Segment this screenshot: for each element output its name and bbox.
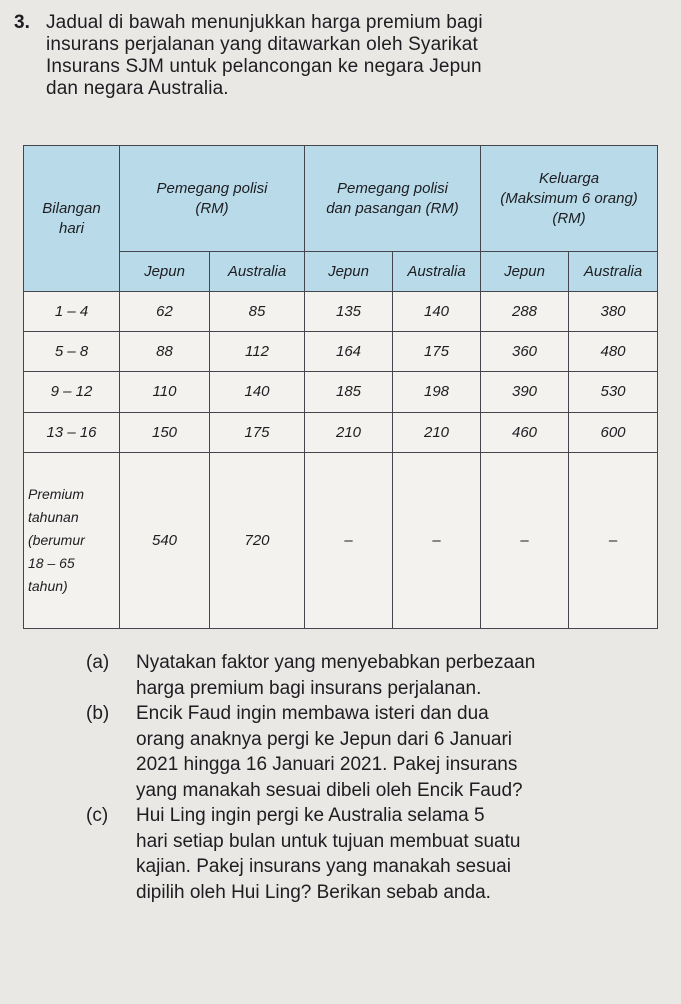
table-cell: –: [305, 452, 393, 628]
table-cell: 198: [393, 372, 481, 412]
table-cell: 210: [393, 412, 481, 452]
subheader-japan: Jepun: [120, 252, 210, 292]
subheader-japan: Jepun: [305, 252, 393, 292]
intro-line: insurans perjalanan yang ditawarkan oleh Syarikat: [46, 34, 478, 55]
table-cell: 150: [120, 412, 210, 452]
table-cell: 460: [481, 412, 569, 452]
table-row: [24, 372, 658, 412]
intro-line: Jadual di bawah menunjukkan harga premium bagi: [46, 12, 483, 33]
table-cell: 380: [569, 292, 658, 332]
header-days: Bilangan hari: [24, 146, 120, 292]
table-cell: 164: [305, 332, 393, 372]
table-cell: 112: [210, 332, 305, 372]
table-cell: 85: [210, 292, 305, 332]
table-cell: 140: [393, 292, 481, 332]
table-cell: 175: [393, 332, 481, 372]
annual-premium-label: Premium tahunan (berumur 18 – 65 tahun): [24, 452, 120, 628]
table-cell: 288: [481, 292, 569, 332]
question-number: 3.: [14, 12, 30, 33]
table-cell: 140: [210, 372, 305, 412]
table-cell: 540: [120, 452, 210, 628]
row-days: 5 – 8: [24, 332, 120, 372]
table-cell: 390: [481, 372, 569, 412]
table-cell: 110: [120, 372, 210, 412]
table-cell: 62: [120, 292, 210, 332]
table-cell: 360: [481, 332, 569, 372]
table-cell: 720: [210, 452, 305, 628]
sub-question-c: (c) Hui Ling ingin pergi ke Australia selama 5 hari setiap bulan untuk tujuan membuat suatu kajian. Pakej insurans yang manakah sesuai dipilih oleh Hui Ling? Berikan sebab anda.: [86, 805, 521, 903]
premium-table: [23, 145, 658, 629]
header-policyholder-spouse: Pemegang polisi dan pasangan (RM): [305, 146, 481, 252]
sub-question-label: (b): [86, 703, 110, 724]
table-cell: 530: [569, 372, 658, 412]
table-row: [24, 332, 658, 372]
intro-line: dan negara Australia.: [46, 78, 229, 99]
header-policyholder: Pemegang polisi (RM): [120, 146, 305, 252]
subheader-australia: Australia: [210, 252, 305, 292]
table-cell: –: [393, 452, 481, 628]
row-days: 9 – 12: [24, 372, 120, 412]
sub-questions: [86, 650, 671, 905]
sub-question-a: (a) Nyatakan faktor yang menyebabkan perbezaan harga premium bagi insurans perjalanan.: [86, 652, 536, 699]
table-cell: –: [569, 452, 658, 628]
sub-question-label: (c): [86, 805, 109, 826]
table-cell: 175: [210, 412, 305, 452]
intro-line: Insurans SJM untuk pelancongan ke negara Jepun: [46, 56, 482, 77]
table-cell: 600: [569, 412, 658, 452]
table-cell: –: [481, 452, 569, 628]
question-intro: [46, 12, 666, 100]
annual-premium-row: [24, 452, 658, 628]
table-cell: 88: [120, 332, 210, 372]
subheader-australia: Australia: [393, 252, 481, 292]
table-cell: 210: [305, 412, 393, 452]
table-cell: 480: [569, 332, 658, 372]
subheader-japan: Jepun: [481, 252, 569, 292]
table-cell: 185: [305, 372, 393, 412]
table-row: [24, 412, 658, 452]
table-cell: 135: [305, 292, 393, 332]
row-days: 13 – 16: [24, 412, 120, 452]
header-family: Keluarga (Maksimum 6 orang) (RM): [481, 146, 658, 252]
row-days: 1 – 4: [24, 292, 120, 332]
table-row: [24, 292, 658, 332]
sub-question-b: (b) Encik Faud ingin membawa isteri dan dua orang anaknya pergi ke Jepun dari 6 Januari 2021 hingga 16 Januari 2021. Pakej insurans yang manakah sesuai dibeli oleh Encik Faud?: [86, 703, 523, 801]
subheader-australia: Australia: [569, 252, 658, 292]
sub-question-label: (a): [86, 652, 110, 673]
